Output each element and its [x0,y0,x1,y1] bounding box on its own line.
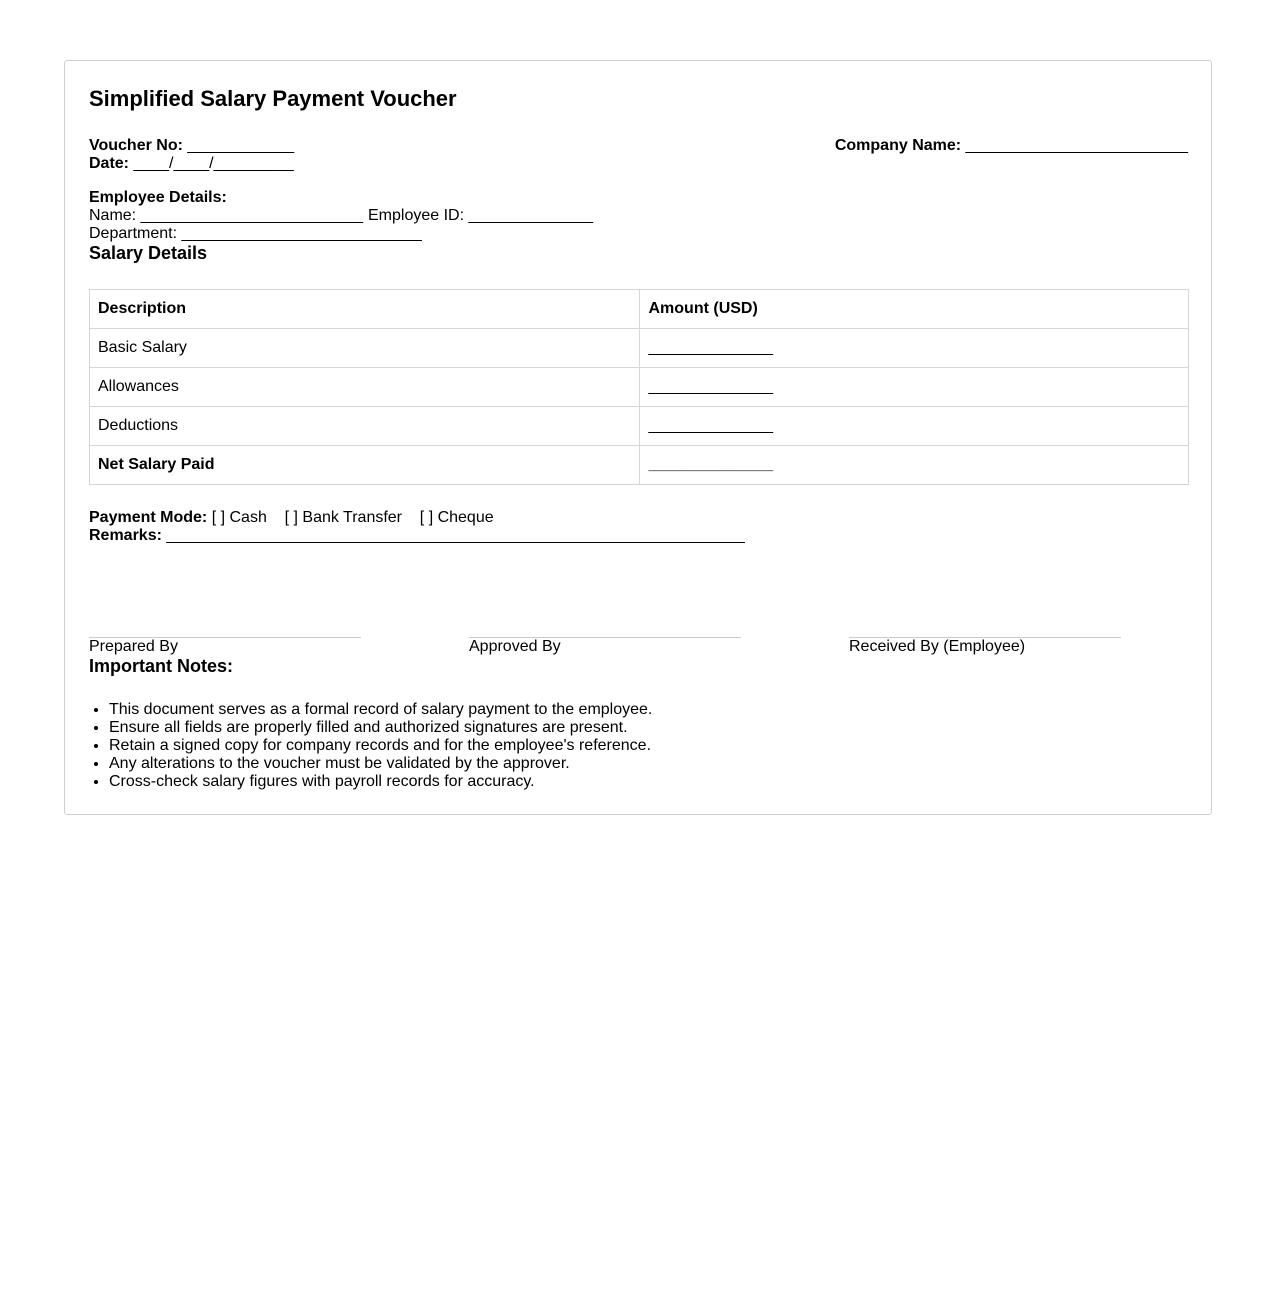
table-row [90,407,1189,446]
employee-id-field: Employee ID: ______________ [368,207,594,224]
table-row [90,368,1189,407]
signature-prepared-by: Prepared By [89,638,178,655]
row-amount: ______________ [640,407,1189,446]
table-row-total [90,446,1189,485]
employee-name-field: Name: _________________________ [89,207,364,224]
voucher-no-blank: ____________ [182,137,295,154]
remarks-label: Remarks: [89,527,162,544]
date-label: Date: [89,155,130,172]
row-description: Deductions [90,407,640,446]
payment-option-bank-transfer: [ ] Bank Transfer [284,509,403,526]
list-item: • Ensure all fields are properly filled and authorized signatures are present. [109,719,652,737]
voucher-no-label: Voucher No: [89,137,183,154]
notes-list [89,701,652,791]
payment-option-cash: [ ] Cash [211,509,267,526]
salary-voucher [64,60,1212,815]
list-item: • Any alterations to the voucher must be validated by the approver. [109,755,652,773]
row-amount: ______________ [640,329,1189,368]
table-header-row [90,290,1189,329]
list-item: • Cross-check salary figures with payroll records for accuracy. [109,773,652,791]
table-row [90,329,1189,368]
remarks-blank: _________________________________________________________________ [161,527,745,544]
employee-details-label: Employee Details: [89,189,227,206]
row-description: Allowances [90,368,640,407]
voucher-no-field [89,137,294,155]
company-name-label: Company Name: [834,137,962,154]
signature-received-by: Received By (Employee) [849,638,1026,655]
page-title: Simplified Salary Payment Voucher [89,86,457,111]
remarks-field [89,527,745,545]
list-item: • This document serves as a formal record of salary payment to the employee. [109,701,652,719]
company-name-blank: _________________________ [961,137,1188,154]
payment-option-cheque: [ ] Cheque [419,509,494,526]
row-amount: ______________ [640,368,1189,407]
column-header-amount: Amount (USD) [640,290,1189,329]
signature-approved-by: Approved By [469,638,561,655]
salary-details-heading: Salary Details [89,243,208,263]
company-name-field [835,137,1188,155]
important-notes-heading: Important Notes: [89,656,233,676]
date-blank: ____/____/_________ [129,155,294,172]
list-item: • Retain a signed copy for company records and for the employee's reference. [109,737,652,755]
payment-mode-label: Payment Mode: [89,509,208,526]
department-field: Department: ___________________________ [89,225,422,242]
date-field [89,155,294,173]
payment-mode-field [89,509,494,527]
row-description: Basic Salary [90,329,640,368]
column-header-description: Description [90,290,640,329]
salary-table [89,289,1189,485]
row-description: Net Salary Paid [90,446,640,485]
row-amount: ______________ [640,446,1189,485]
